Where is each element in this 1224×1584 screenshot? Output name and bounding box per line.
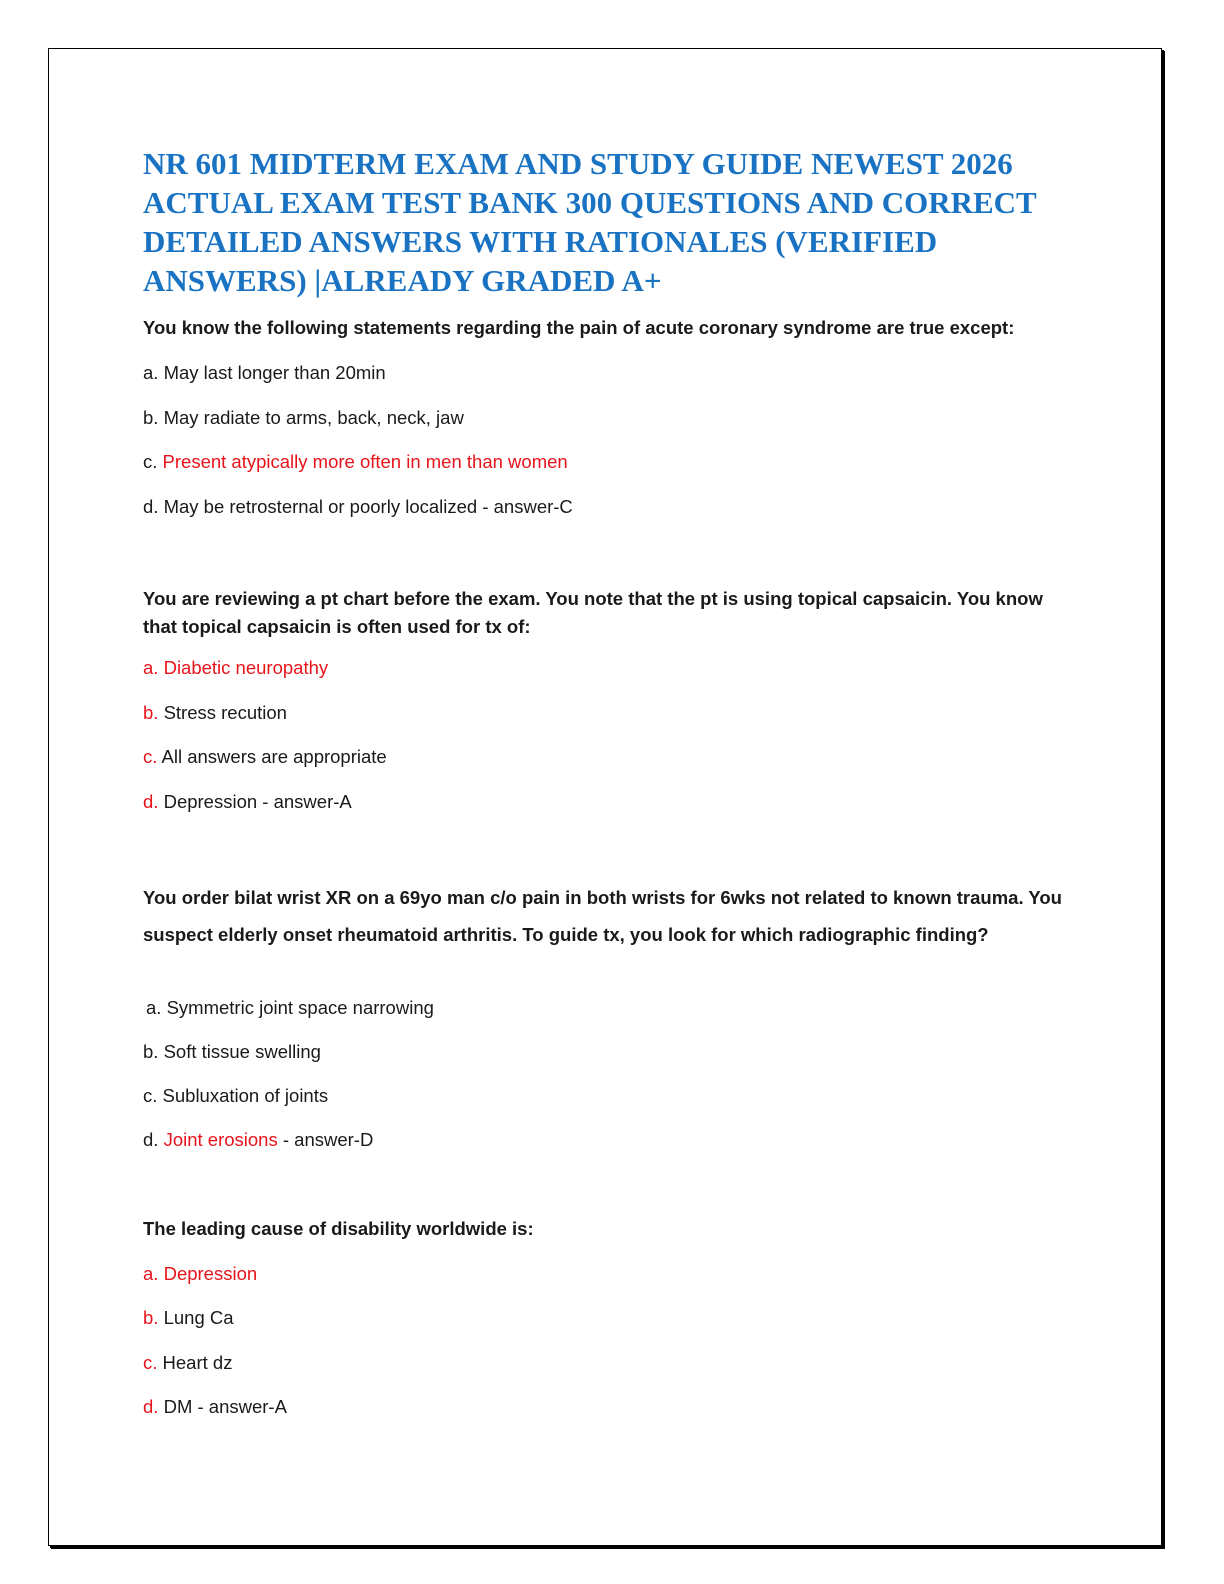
question-4-option-c: c. Heart dz [143,1352,233,1373]
question-4-text: The leading cause of disability worldwide is: [143,1218,534,1239]
question-1-option-d: d. May be retrosternal or poorly localized - answer-C [143,496,573,517]
question-3-option-a: a. Symmetric joint space narrowing [146,997,434,1018]
question-2-option-d: d. Depression - answer-A [143,791,352,812]
question-2-option-c: c. All answers are appropriate [143,746,387,767]
question-1-option-b: b. May radiate to arms, back, neck, jaw [143,407,464,428]
question-3-option-b: b. Soft tissue swelling [143,1041,321,1062]
question-3-text: You order bilat wrist XR on a 69yo man c/o pain in both wrists for 6wks not related to known trauma. You suspect elderly onset rheumatoid arthritis. To guide tx, you look for which radiographic finding? [143,887,1062,945]
question-4-option-d: d. DM - answer-A [143,1396,287,1417]
question-1-option-c: c. Present atypically more often in men than women [143,451,568,472]
question-2-text: You are reviewing a pt chart before the exam. You note that the pt is using topical capsaicin. You know that topical capsaicin is often used for tx of: [143,588,1043,637]
question-1-option-a: a. May last longer than 20min [143,362,386,383]
question-3-option-d: d. Joint erosions - answer-D [143,1129,374,1150]
question-1-text: You know the following statements regarding the pain of acute coronary syndrome are true except: [143,317,1015,338]
question-4-option-b: b. Lung Ca [143,1307,234,1328]
document-title: NR 601 MIDTERM EXAM AND STUDY GUIDE NEWEST 2026 ACTUAL EXAM TEST BANK 300 QUESTIONS AND CORRECT DETAILED ANSWERS WITH RATIONALES (VERIFIED ANSWERS) |ALREADY GRADED A+ [143,146,1037,298]
question-2-option-b: b. Stress recution [143,702,287,723]
question-2-option-a: a. Diabetic neuropathy [143,657,329,678]
question-4-option-a: a. Depression [143,1263,258,1284]
question-3-option-c: c. Subluxation of joints [143,1085,329,1106]
